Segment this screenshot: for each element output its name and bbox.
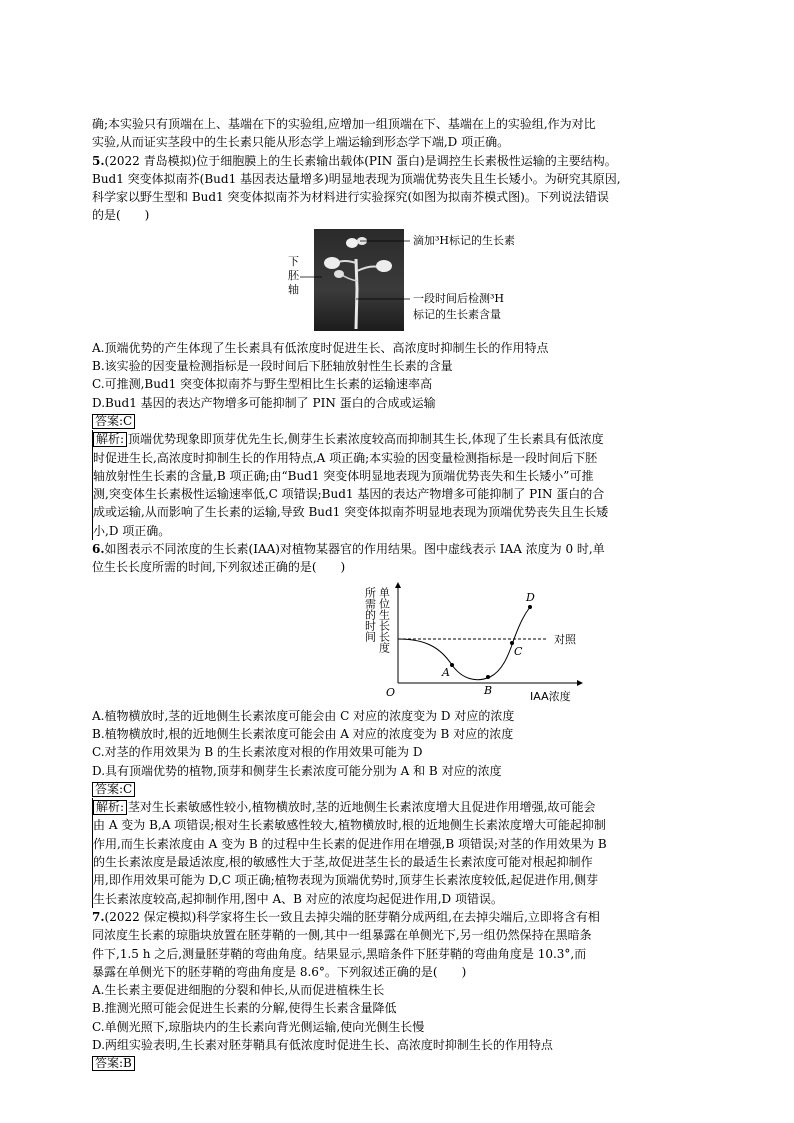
text-line: 科学家以野生型和 Bud1 突变体拟南芥为材料进行实验探究(如图为拟南芥模式图)。下列说法错误 [92, 190, 609, 205]
point-a [450, 663, 454, 667]
option-d: D.具有顶端优势的植物,顶芽和侧芽生长素浓度可能分别为 A 和 B 对应的浓度 [92, 763, 502, 778]
answer-line [92, 1054, 714, 1072]
option-a: A.植物横放时,茎的近地侧生长素浓度可能会由 C 对应的浓度变为 D 对应的浓度 [92, 708, 515, 723]
explanation-label: 解析: [93, 800, 127, 815]
text-line: 作用,而生长素浓度由 A 变为 B 的过程中生长素的促进作用在增强,B 项错误;对茎的作用效果为 B [93, 836, 607, 851]
figure-label-left: 下 [288, 254, 299, 268]
option-b: B.推测光照可能会促进生长素的分解,使得生长素含量降低 [92, 1001, 397, 1016]
answer-value: C [123, 413, 133, 428]
text-line: 生长素浓度较高,起抑制作用,图中 A、B 对应的浓度均起促进作用,D 项错误。 [93, 891, 503, 906]
option-b: B.植物横放时,根的近地侧生长素浓度可能会由 A 对应的浓度变为 B 对应的浓度 [92, 726, 514, 741]
y-axis-label-line2: 所需的时间 [363, 586, 377, 642]
point-b [486, 675, 490, 679]
text-line: 测,突变体生长素极性运输速率低,C 项错误;Bud1 基因的表达产物增多可能抑制了 PIN 蛋白的合 [93, 487, 605, 502]
iaa-curve-figure [92, 579, 714, 703]
text-line: 小,D 项正确。 [93, 523, 171, 538]
origin-label: O [386, 685, 396, 699]
label-d: D [526, 590, 535, 604]
explanation [92, 798, 714, 908]
label-b: B [484, 683, 493, 697]
figure-pointer-lines [92, 229, 714, 333]
figure-label-bottom: 标记的生长素含量 [413, 307, 501, 321]
text-line: 由 A 变为 B,A 项错误;根对生长素敏感性较大,植物横放时,根的近地侧生长素浓度增大可能起抑制 [93, 818, 606, 833]
explanation [92, 430, 714, 540]
text-line: 件下,1.5 h 之后,测量胚芽鞘的弯曲角度。结果显示,黑暗条件下胚芽鞘的弯曲角度是 10.3°,而 [92, 946, 587, 961]
label-c: C [514, 644, 523, 658]
text-line: 实验,从而证实茎段中的生长素只能从形态学上端运输到形态学下端,D 项正确。 [92, 135, 510, 150]
option-d: D.两组实验表明,生长素对胚芽鞘具有低浓度时促进生长、高浓度时抑制生长的作用特点 [92, 1037, 553, 1052]
text-line: 成或运输,从而影响了生长素的运输,导致 Bud1 突变体拟南芥明显地表现为顶端优势丧失且生长矮 [93, 505, 609, 520]
text-line: 茎对生长素敏感性较小,植物横放时,茎的近地侧生长素浓度增大且促进作用增强,故可能会 [128, 800, 596, 815]
text-line: (2022 保定模拟)科学家将生长一致且去掉尖端的胚芽鞘分成两组,在去掉尖端后,立即将含有相 [104, 909, 600, 924]
label-a: A [442, 665, 450, 679]
text-line: (2022 青岛模拟)位于细胞膜上的生长素输出载体(PIN 蛋白)是调控生长素极性运输的主要结构。 [104, 153, 617, 168]
text-line: 时促进生长,高浓度时抑制生长的作用特点,A 项正确;本实验的因变量检测指标是一段时间后下胚 [93, 450, 598, 465]
text-line: 的是( ) [92, 208, 150, 223]
question-6-stem [92, 540, 714, 558]
text-line: 暴露在单侧光下的胚芽鞘的弯曲角度是 8.6°。下列叙述正确的是( ) [92, 964, 467, 979]
question-5-stem [92, 152, 714, 170]
option-c: C.单侧光照下,琼脂块内的生长素向背光侧运输,使向光侧生长慢 [92, 1019, 425, 1034]
text-line: 确;本实验只有顶端在上、基端在下的实验组,应增加一组顶端在下、基端在上的实验组,作为对比 [92, 117, 596, 131]
option-c: C.可推测,Bud1 突变体拟南芥与野生型相比生长素的运输速率高 [92, 377, 433, 392]
figure-label-left: 轴 [288, 282, 299, 296]
option-d: D.Bud1 基因的表达产物增多可能抑制了 PIN 蛋白的合成或运输 [92, 395, 436, 410]
document-body [92, 115, 714, 1073]
arabidopsis-figure [92, 229, 714, 333]
control-label: 对照 [554, 632, 576, 646]
question-number: 7. [92, 909, 105, 924]
text-line: 如图表示不同浓度的生长素(IAA)对植物某器官的作用结果。图中虚线表示 IAA 浓度为 0 时,单 [104, 542, 605, 557]
figure-label-bottom: 一段时间后检测³H [413, 291, 505, 305]
explanation-label: 解析: [93, 432, 127, 447]
figure-label-left: 胚 [288, 268, 299, 282]
option-a: A.顶端优势的产生体现了生长素具有低浓度时促进生长、高浓度时抑制生长的作用特点 [92, 340, 549, 355]
question-number: 5. [92, 153, 105, 168]
text-line: 位生长长度所需的时间,下列叙述正确的是( ) [92, 560, 346, 575]
iaa-curve-svg [300, 579, 590, 703]
figure-label-top: 滴加³H标记的生长素 [413, 233, 516, 247]
question-number: 6. [92, 542, 105, 557]
text-line: 同浓度生长素的琼脂块放置在胚芽鞘的一侧,其中一组暴露在单侧光下,另一组仍然保持在黑暗条 [92, 928, 592, 943]
text-line: Bud1 突变体拟南芥(Bud1 基因表达量增多)明显地表现为顶端优势丧失且生长矮小。为研究其原因, [92, 171, 621, 186]
text-line: 轴放射性生长素的含量,B 项正确;由“Bud1 突变体明显地表现为顶端优势丧失和生长矮小”可推 [93, 468, 594, 483]
answer-label: 答案:C [92, 782, 135, 797]
y-axis-label-line1: 单位生长长度 [377, 586, 391, 653]
answer-line [92, 412, 714, 430]
x-axis-label: IAA浓度 [530, 689, 571, 703]
answer-line [92, 780, 714, 798]
answer-value: B [123, 1056, 132, 1071]
y-axis-label [364, 586, 391, 652]
text-line: 顶端优势现象即顶芽优先生长,侧芽生长素浓度较高而抑制其生长,体现了生长素具有低浓度 [128, 432, 604, 447]
answer-label: 答案:B [92, 1056, 135, 1071]
option-b: B.该实验的因变量检测指标是一段时间后下胚轴放射性生长素的含量 [92, 359, 453, 374]
text-line: 用,即作用效果可能为 D,C 项正确;植物表现为顶端优势时,顶芽生长素浓度较低,起促进作用,侧芽 [93, 873, 599, 888]
answer-label: 答案:C [92, 414, 135, 429]
option-a: A.生长素主要促进细胞的分裂和伸长,从而促进植株生长 [92, 983, 385, 998]
answer-value: C [123, 781, 133, 796]
option-c: C.对茎的作用效果为 B 的生长素浓度对根的作用效果可能为 D [92, 745, 423, 760]
text-line: 的生长素浓度是最适浓度,根的敏感性大于茎,故促进茎生长的最适生长素浓度可能对根起抑制作 [93, 855, 593, 870]
question-7-stem [92, 908, 714, 926]
point-d [528, 605, 532, 609]
